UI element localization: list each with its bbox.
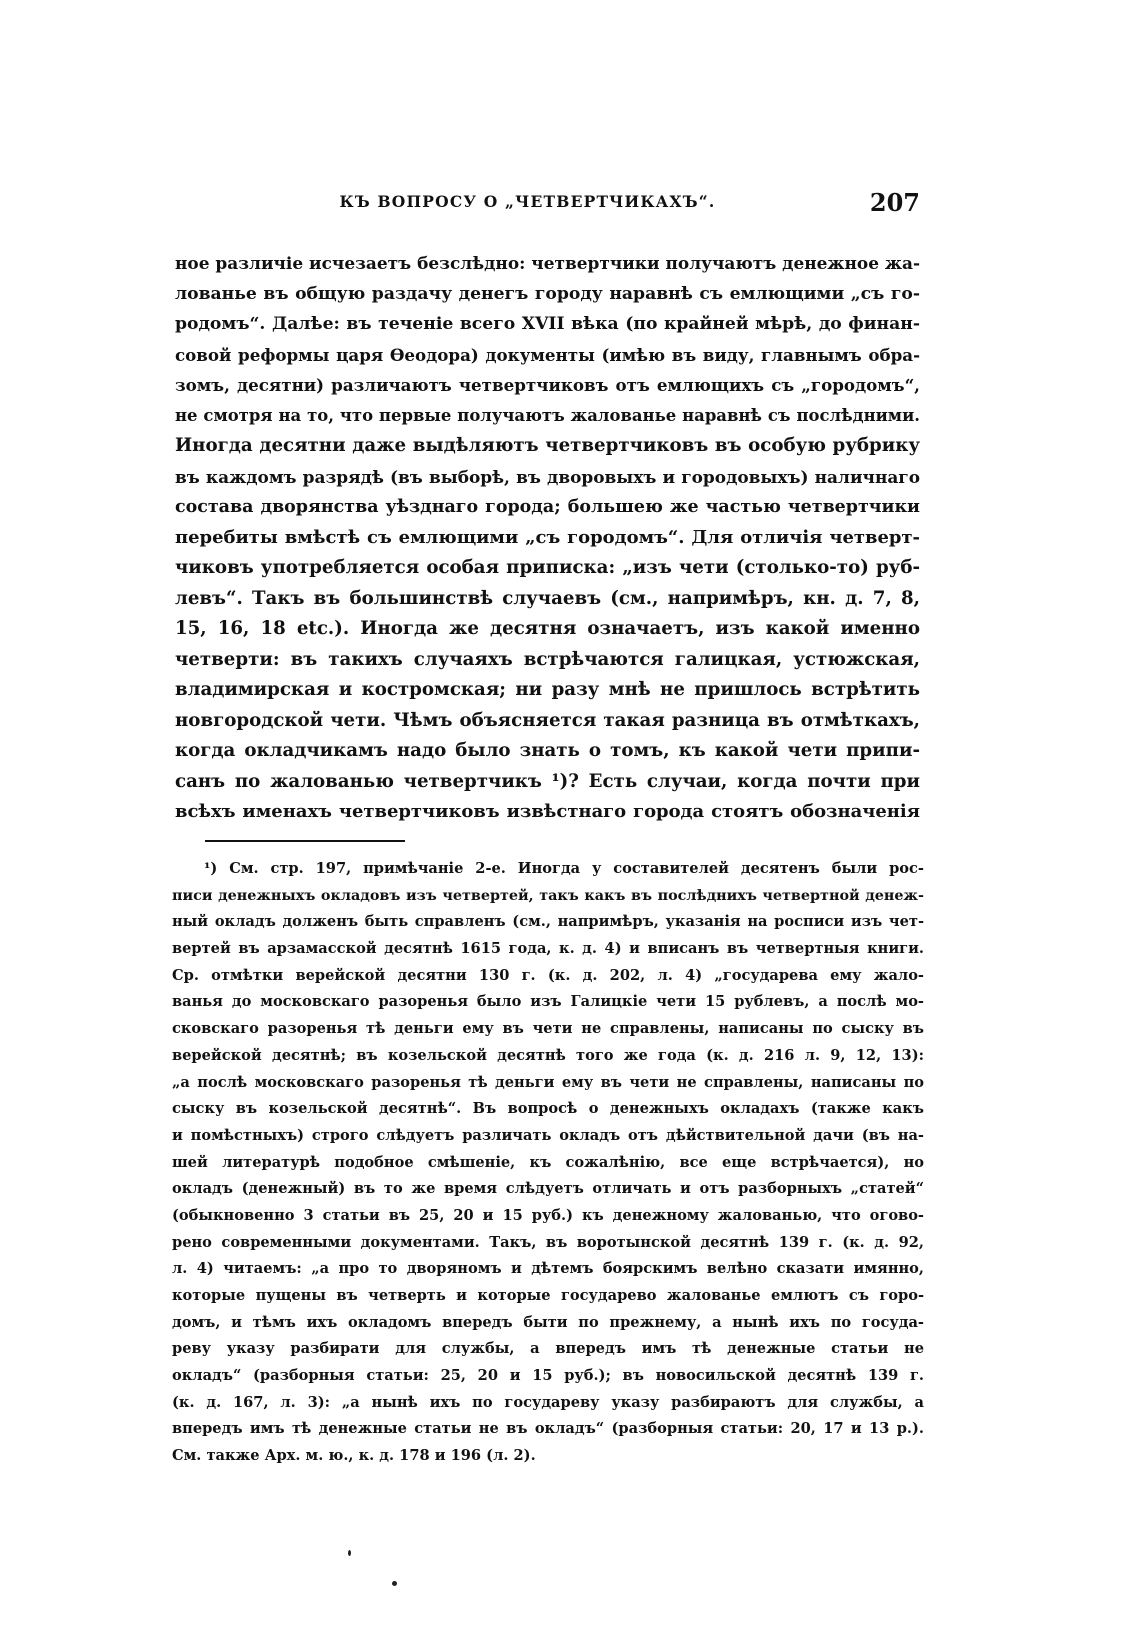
footnote-line: которые пущены въ четверть и которые государево жалованье емлютъ съ горо- <box>172 1287 924 1304</box>
footnote-line: (обыкновенно 3 статьи въ 25, 20 и 15 руб.) къ денежному жалованью, что огово- <box>172 1206 924 1224</box>
text-line: санъ по жалованью четвертчикъ ¹)? Есть случаи, когда почти при <box>175 770 920 792</box>
running-head: КЪ ВОПРОСУ О „ЧЕТВЕРТЧИКАХЪ“. <box>339 192 716 211</box>
text-line: 15, 16, 18 etc.). Иногда же десятня означаетъ, изъ какой именно <box>175 618 920 639</box>
footnote-line: См. также Арх. м. ю., к. д. 178 и 196 (л. 2). <box>172 1447 536 1465</box>
footnote-line: и помѣстныхъ) строго слѣдуетъ различать окладъ отъ дѣйствительной дачи (въ на- <box>172 1126 924 1144</box>
text-line: новгородской чети. Чѣмъ объясняется такая разница въ отмѣткахъ, <box>175 709 920 731</box>
footnote-line: ный окладъ долженъ быть справленъ (см., напримѣръ, указанія на росписи изъ чет- <box>172 913 924 931</box>
text-line: Иногда десятни даже выдѣляютъ четвертчиковъ въ особую рубрику <box>175 435 920 456</box>
text-line: чиковъ употребляется особая приписка: „изъ чети (столько-то) руб- <box>175 557 920 578</box>
footnote-line: сковскаго разоренья тѣ деньги ему въ чети не справлены, написаны по сыску въ <box>172 1020 924 1038</box>
footnote-line: писи денежныхъ окладовъ изъ четвертей, такъ какъ въ послѣднихъ четвертной денеж- <box>172 887 924 904</box>
footnote-line: (к. д. 167, л. 3): „а нынѣ ихъ по государеву указу разбираютъ для службы, а <box>172 1393 924 1411</box>
text-line: состава дворянства уѣзднаго города; большею же частью четвертчики <box>175 497 920 517</box>
text-line: когда окладчикамъ надо было знать о томъ, къ какой чети припи- <box>175 740 920 761</box>
footnote-line: окладъ“ (разборныя статьи: 25, 20 и 15 руб.); въ новосильской десятнѣ 139 г. <box>172 1367 924 1385</box>
page-header <box>175 188 920 228</box>
text-line: всѣхъ именахъ четвертчиковъ извѣстнаго города стоятъ обозначенія <box>175 801 920 822</box>
text-line: родомъ“. Далѣе: въ теченіе всего XVII вѣка (по крайней мѣрѣ, до финан- <box>175 314 920 334</box>
text-line: перебиты вмѣстѣ съ емлющими „съ городомъ“. Для отличія четверт- <box>175 526 920 548</box>
scan-speck <box>348 1550 351 1556</box>
text-line: зомъ, десятни) различаютъ четвертчиковъ отъ емлющихъ съ „городомъ“, <box>175 375 920 395</box>
text-line: въ каждомъ разрядѣ (въ выборѣ, въ дворовыхъ и городовыхъ) наличнаго <box>175 466 920 487</box>
text-line: владимирская и костромская; ни разу мнѣ не пришлось встрѣтить <box>175 679 920 700</box>
text-line: левъ“. Такъ въ большинствѣ случаевъ (см., напримѣръ, кн. д. 7, 8, <box>175 587 920 609</box>
footnote-line: ¹) См. стр. 197, примѣчаніе 2-е. Иногда у составителей десятенъ были рос- <box>204 860 924 877</box>
footnote-line: реву указу разбирати для службы, а впередъ имъ тѣ денежные статьи не <box>172 1340 924 1358</box>
footnote-line: л. 4) читаемъ: „а про то дворяномъ и дѣтемъ боярскимъ велѣно сказати имянно, <box>172 1260 924 1278</box>
main-text <box>175 248 920 828</box>
footnote-line: впередъ имъ тѣ денежные статьи не въ окладъ“ (разборныя статьи: 20, 17 и 13 р.). <box>172 1420 924 1438</box>
scan-speck <box>392 1581 397 1586</box>
text-line: лованье въ общую раздачу денегъ городу наравнѣ съ емлющими „съ го- <box>175 283 920 304</box>
footnote-line: домъ, и тѣмъ ихъ окладомъ впередъ быти по прежнему, а нынѣ ихъ по госуда- <box>172 1313 924 1331</box>
footnote-line: сыску въ козельской десятнѣ“. Въ вопросѣ о денежныхъ окладахъ (также какъ <box>172 1100 924 1118</box>
text-line: не смотря на то, что первые получаютъ жалованье наравнѣ съ послѣдними. <box>175 405 920 425</box>
footnote-line: шей литературѣ подобное смѣшеніе, къ сожалѣнію, все еще встрѣчается), но <box>172 1153 924 1171</box>
footnote-line: окладъ (денежный) въ то же время слѣдуетъ отличать и отъ разборныхъ „статей“ <box>172 1180 924 1198</box>
text-line: совой реформы царя Ѳеодора) документы (имѣю въ виду, главнымъ обра- <box>175 344 920 365</box>
footnote-line: рено современными документами. Такъ, въ воротынской десятнѣ 139 г. (к. д. 92, <box>172 1233 924 1251</box>
page-number: 207 <box>869 188 920 217</box>
footnote-separator <box>205 840 405 842</box>
footnote-line: Ср. отмѣтки верейской десятни 130 г. (к. д. 202, л. 4) „государева ему жало- <box>172 966 924 984</box>
footnote-line: вертей въ арзамасской десятнѣ 1615 года, к. д. 4) и вписанъ въ четвертныя книги. <box>172 940 924 958</box>
footnotes <box>172 856 924 1470</box>
footnote-line: верейской десятнѣ; въ козельской десятнѣ того же года (к. д. 216 л. 9, 12, 13): <box>172 1046 924 1064</box>
text-line: ное различіе исчезаетъ безслѣдно: четвертчики получаютъ денежное жа- <box>175 253 920 273</box>
footnote-line: ванья до московскаго разоренья было изъ Галицкіе чети 15 рублевъ, а послѣ мо- <box>172 993 924 1011</box>
text-line: четверти: въ такихъ случаяхъ встрѣчаются галицкая, устюжская, <box>175 648 920 670</box>
footnote-line: „а послѣ московскаго разоренья тѣ деньги ему въ чети не справлены, написаны по <box>172 1073 924 1091</box>
